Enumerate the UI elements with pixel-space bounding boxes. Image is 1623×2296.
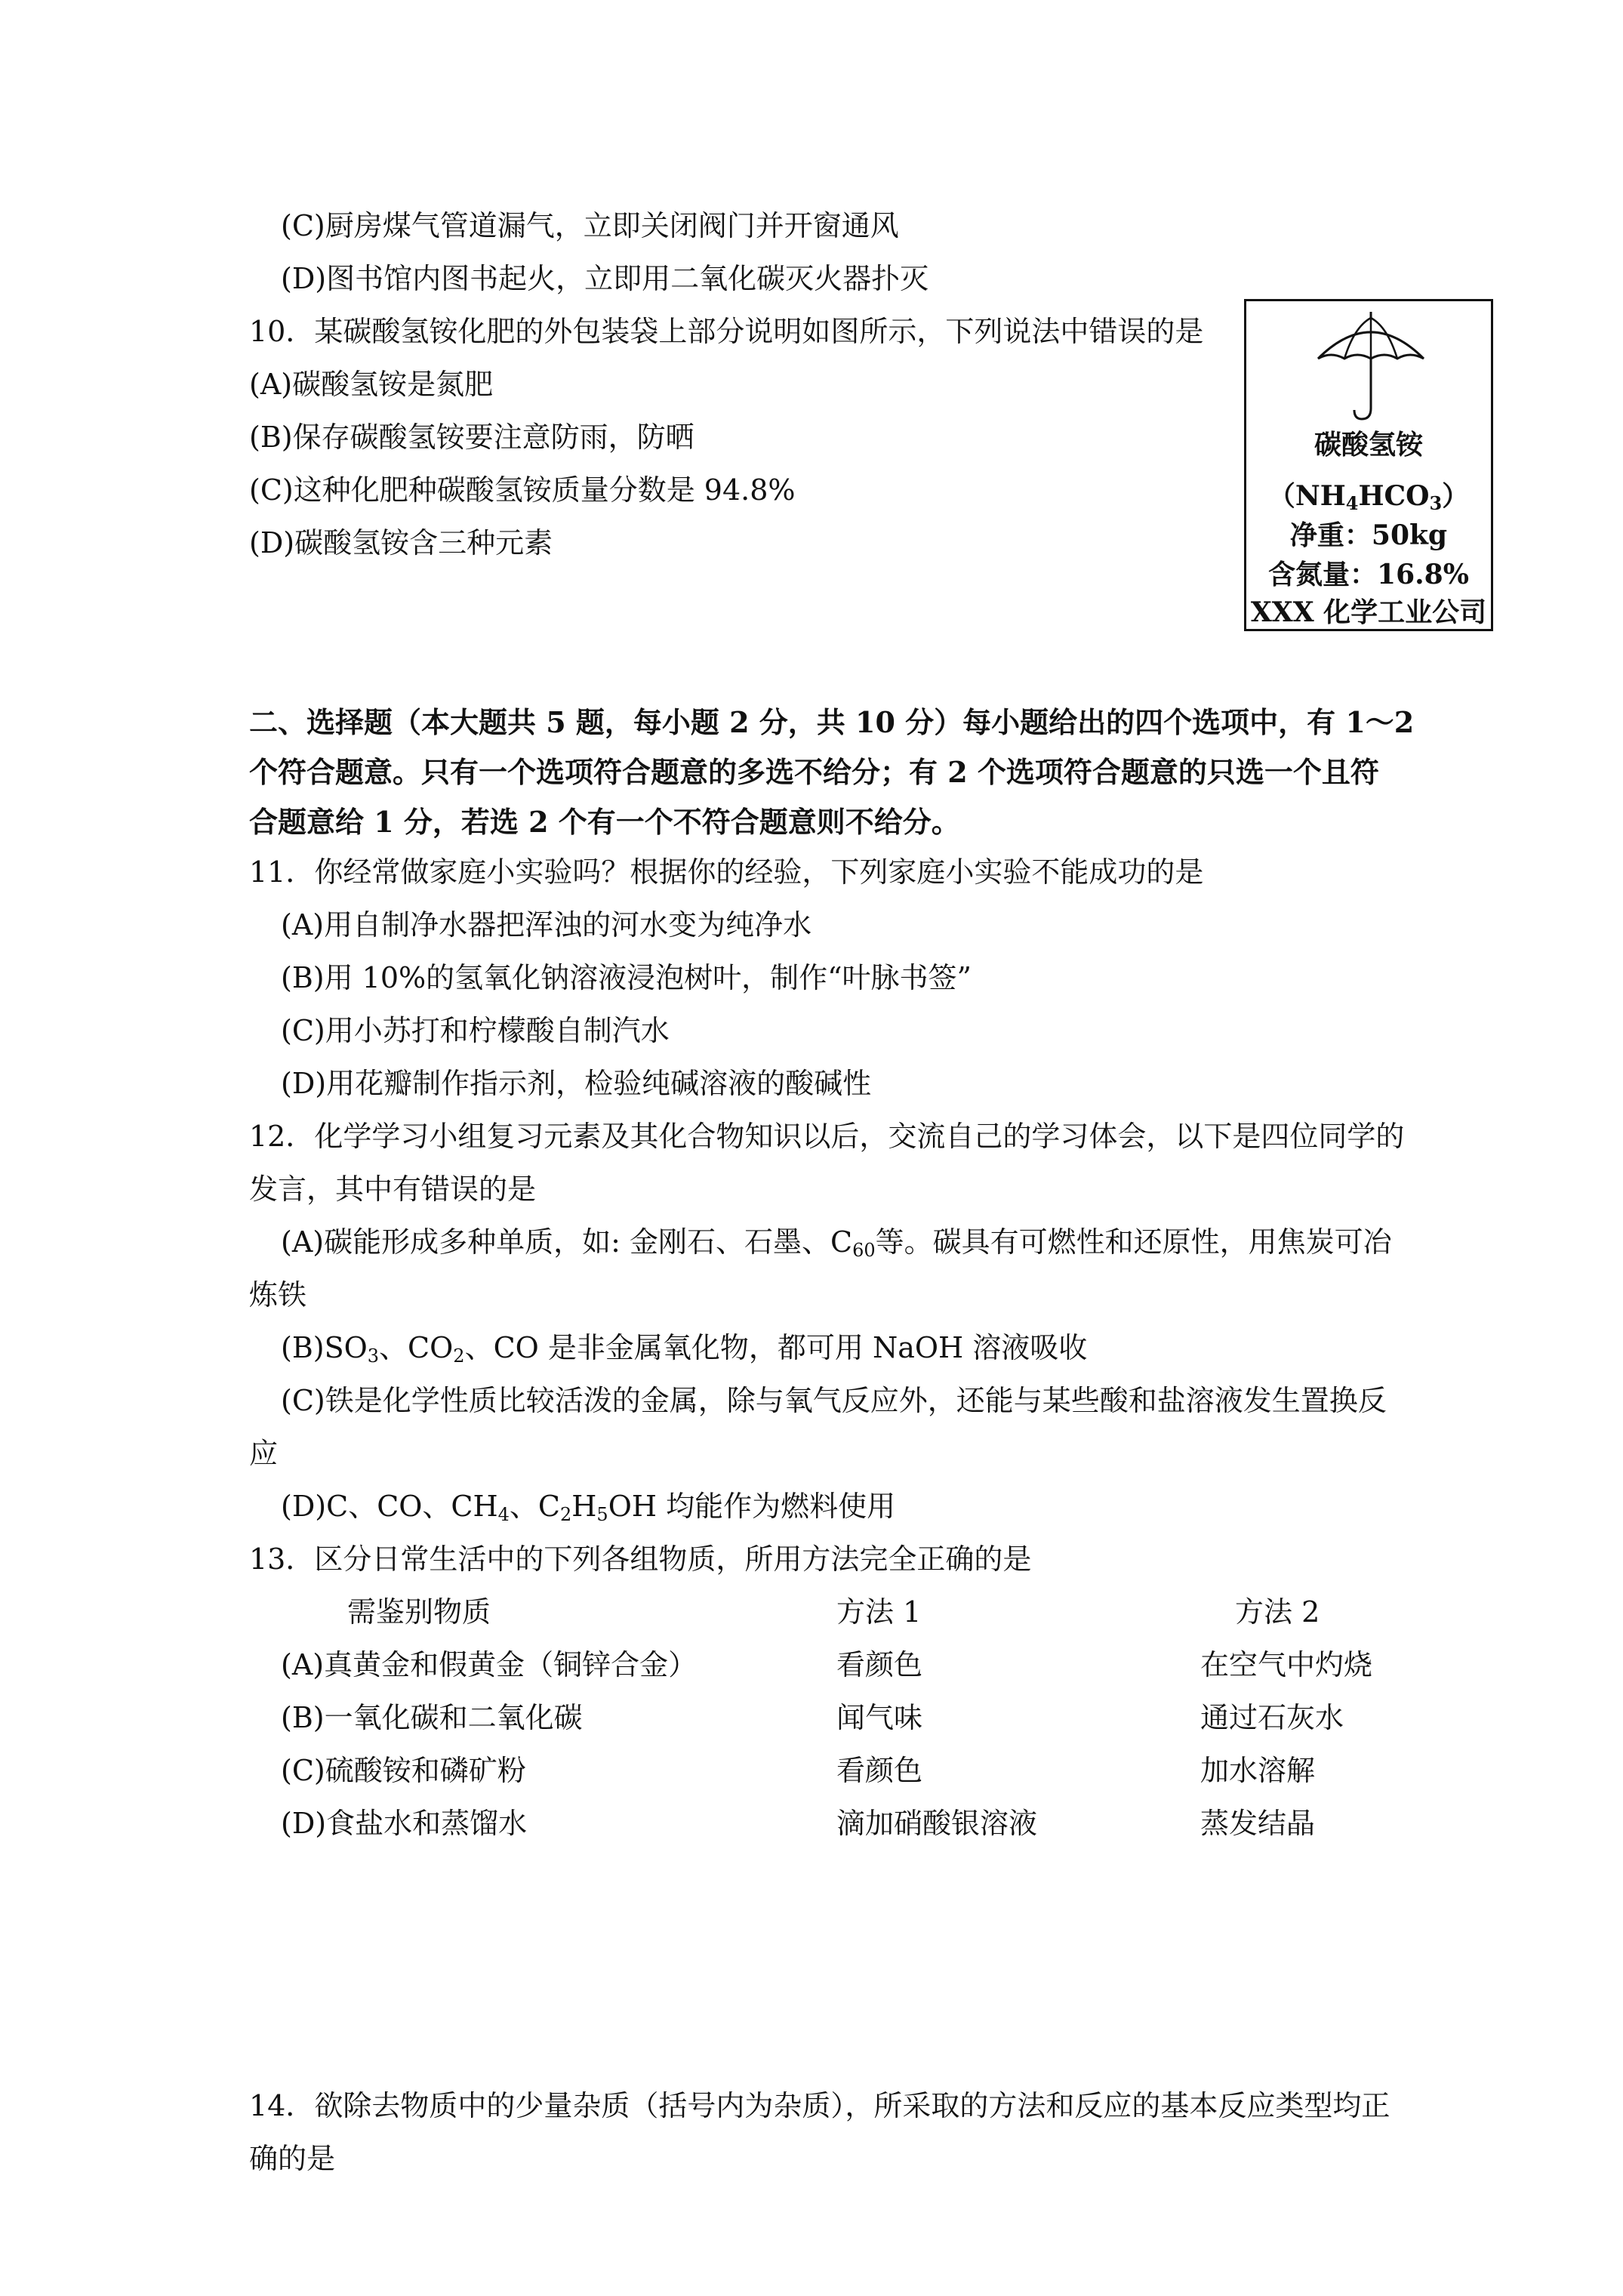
option-10d: (D)碳酸氢铵含三种元素 <box>249 526 553 559</box>
table-row-d-method-1: 滴加硝酸银溶液 <box>836 1807 1038 1840</box>
table-row-c-method-2: 加水溶解 <box>1200 1754 1316 1787</box>
label-formula: $(NH_4HCO_3)$ <box>1267 480 1470 514</box>
label-product-name: 碳酸氢铵 <box>1313 429 1423 461</box>
option-12c-continued: 应 <box>249 1437 279 1470</box>
option-9c: (C)厨房煤气管道漏气，立即关闭阀门并开窗通风 <box>281 209 899 242</box>
option-11a: (A)用自制净水器把浑浊的河水变为纯净水 <box>281 908 812 942</box>
option-10c: (C)这种化肥种碳酸氢铵质量分数是 94.8% <box>249 473 796 507</box>
table-row-b-substance: (B)一氧化碳和二氧化碳 <box>281 1701 583 1734</box>
option-12c: (C)铁是化学性质比较活泼的金属，除与氧气反应外，还能与某些酸和盐溶液发生置换反 <box>281 1384 1387 1417</box>
section-2-header-line3: 合题意给 1 分，若选 2 个有一个不符合题意则不给分。 <box>249 805 960 839</box>
option-11c: (C)用小苏打和柠檬酸自制汽水 <box>281 1014 670 1047</box>
table-row-b-method-2: 通过石灰水 <box>1200 1701 1344 1734</box>
section-2-header-line1: 二、选择题（本大题共 5 题，每小题 2 分，共 10 分）每小题给出的四个选项中，有 1～2 <box>249 705 1415 739</box>
option-12a-continued: 炼铁 <box>249 1278 307 1311</box>
table-row-b-method-1: 闻气味 <box>836 1701 923 1734</box>
option-10b: (B)保存碳酸氢铵要注意防雨，防晒 <box>249 421 694 454</box>
table-row-a-substance: (A)真黄金和假黄金（铜锌合金） <box>281 1648 698 1681</box>
section-2-header-line2: 个符合题意。只有一个选项符合题意的多选不给分；有 2 个选项符合题意的只选一个且符 <box>249 755 1379 789</box>
table-row-a-method-1: 看颜色 <box>836 1648 923 1681</box>
fertilizer-label-figure <box>1244 299 1493 631</box>
option-10a: (A)碳酸氢铵是氮肥 <box>249 368 494 401</box>
table-row-d-substance: (D)食盐水和蒸馏水 <box>281 1807 528 1840</box>
question-14-stem-line1: 14．欲除去物质中的少量杂质（括号内为杂质），所采取的方法和反应的基本反应类型均正 <box>249 2089 1390 2122</box>
option-12d: (D)C、CO、$CH_4$、$C_2H_5OH$ 均能作为燃料使用 <box>281 1490 896 1525</box>
option-11d: (D)用花瓣制作指示剂，检验纯碱溶液的酸碱性 <box>281 1067 872 1100</box>
question-12-stem-line1: 12．化学学习小组复习元素及其化合物知识以后，交流自己的学习体会，以下是四位同学的 <box>249 1120 1405 1153</box>
option-12b: $(B)SO_3$、$CO_2$、CO 是非金属氧化物，都可用 NaOH 溶液吸收 <box>281 1331 1088 1367</box>
table-header-method-2: 方法 2 <box>1235 1595 1320 1629</box>
question-12-stem-line2: 发言，其中有错误的是 <box>249 1173 537 1206</box>
label-net-weight: 净重：50kg <box>1289 519 1448 551</box>
option-12a: (A)碳能形成多种单质，如: 金刚石、石墨、$C_{60}$等。碳具有可燃性和还原性，用焦炭可冶 <box>281 1225 1392 1261</box>
option-9d: (D)图书馆内图书起火，立即用二氧化碳灭火器扑灭 <box>281 262 929 295</box>
table-header-method-1: 方法 1 <box>836 1595 922 1629</box>
label-company: XXX 化学工业公司 <box>1250 596 1487 628</box>
table-header-substance: 需鉴别物质 <box>347 1595 491 1629</box>
question-10-stem: 10．某碳酸氢铵化肥的外包装袋上部分说明如图所示，下列说法中错误的是 <box>249 315 1204 348</box>
table-row-a-method-2: 在空气中灼烧 <box>1200 1648 1373 1681</box>
table-row-c-method-1: 看颜色 <box>836 1754 923 1787</box>
table-row-c-substance: (C)硫酸铵和磷矿粉 <box>281 1754 526 1787</box>
question-14-stem-line2: 确的是 <box>249 2142 336 2175</box>
question-13-stem: 13．区分日常生活中的下列各组物质，所用方法完全正确的是 <box>249 1542 1032 1576</box>
option-11b: (B)用 10%的氢氧化钠溶液浸泡树叶，制作“叶脉书签” <box>281 961 972 994</box>
table-row-d-method-2: 蒸发结晶 <box>1200 1807 1316 1840</box>
question-11-stem: 11．你经常做家庭小实验吗？根据你的经验，下列家庭小实验不能成功的是 <box>249 855 1204 889</box>
umbrella-icon <box>1310 312 1431 425</box>
label-nitrogen-content: 含氮量：16.8% <box>1268 559 1469 590</box>
